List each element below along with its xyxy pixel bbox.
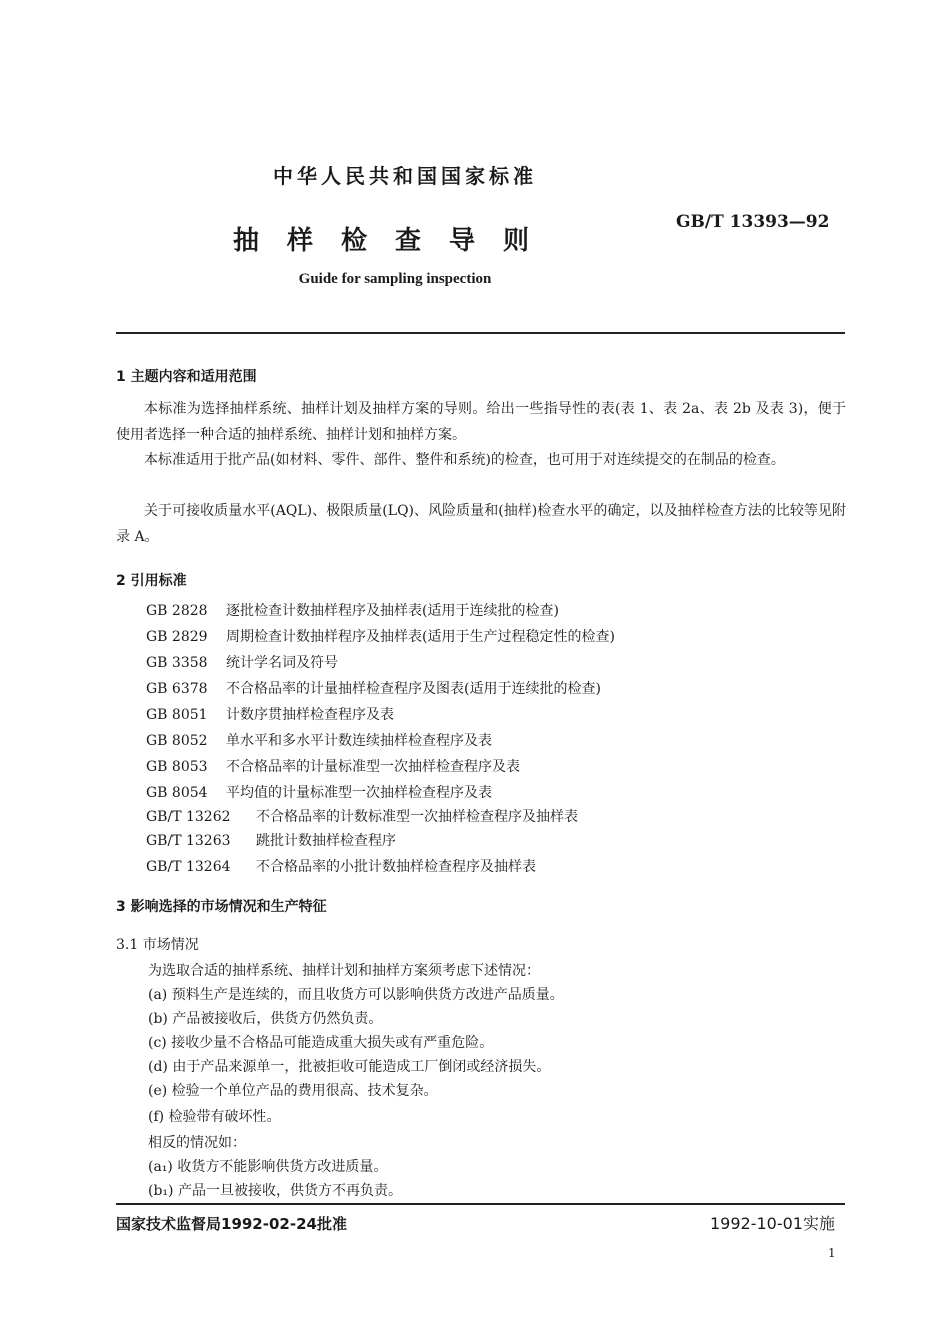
section-1-paragraph-2: 本标准适用于批产品(如材料、零件、部件、整件和系统)的检查，也可用于对连续提交的在制品的检查。 [144,452,785,468]
reference-code: GB/T 13264 [146,859,231,875]
reference-item [146,782,492,802]
reference-title: 周期检查计数抽样程序及抽样表(适用于生产过程稳定性的检查) [226,629,615,645]
list-item: (f) 检验带有破坏性。 [148,1109,281,1125]
list-item: (a) 预料生产是连续的，而且收货方可以影响供货方改进产品质量。 [148,987,564,1003]
standard-number: GB/T 13393—92 [676,212,830,232]
reference-code: GB 8054 [146,785,208,801]
reference-item [146,830,396,850]
reference-title: 不合格品率的计量抽样检查程序及图表(适用于连续批的检查) [226,681,601,697]
reference-item [146,806,578,826]
contrary-intro: 相反的情况如： [148,1135,246,1151]
reference-title: 不合格品率的计量标准型一次抽样检查程序及表 [226,759,520,775]
reference-code: GB 6378 [146,681,208,697]
reference-title: 统计学名词及符号 [226,655,338,671]
subsection-3-1-heading: 3.1 市场情况 [116,937,199,953]
section-2-heading: 2 引用标准 [116,573,187,589]
footer-divider [116,1203,845,1205]
reference-code: GB 2828 [146,603,208,619]
reference-item [146,600,559,620]
list-item: (a₁) 收货方不能影响供货方改进质量。 [148,1159,388,1175]
reference-title: 计数序贯抽样检查程序及表 [226,707,394,723]
reference-item [146,652,338,672]
header-divider [116,332,845,334]
list-item: (d) 由于产品来源单一，批被拒收可能造成工厂倒闭或经济损失。 [148,1059,551,1075]
reference-code: GB/T 13262 [146,809,231,825]
reference-code: GB 8053 [146,759,208,775]
subsection-intro: 为选取合适的抽样系统、抽样计划和抽样方案须考虑下述情况： [148,963,540,979]
section-1-paragraph-1: 本标准为选择抽样系统、抽样计划及抽样方案的导则。给出一些指导性的表(表 1、表 2a、表 2b 及表 3)，便于使用者选择一种合适的抽样系统、抽样计划和抽样方案。 [116,401,846,443]
approval-note: 国家技术监督局1992-02-24批准 [116,1215,347,1233]
section-3-heading: 3 影响选择的市场情况和生产特征 [116,899,327,915]
list-item: (b) 产品被接收后，供货方仍然负责。 [148,1011,383,1027]
effective-date: 1992-10-01实施 [710,1214,835,1233]
reference-title: 平均值的计量标准型一次抽样检查程序及表 [226,785,492,801]
list-item: (b₁) 产品一旦被接收，供货方不再负责。 [148,1183,402,1199]
section-1-heading: 1 主题内容和适用范围 [116,369,257,385]
reference-item [146,704,394,724]
reference-title: 不合格品率的小批计数抽样检查程序及抽样表 [256,859,536,875]
reference-item [146,626,615,646]
section-1-paragraph-3: 关于可接收质量水平(AQL)、极限质量(LQ)、风险质量和(抽样)检查水平的确定，以及抽样检查方法的比较等见附录 A。 [116,503,846,545]
national-standard-title: 中华人民共和国国家标准 [273,164,537,188]
reference-item [146,756,520,776]
reference-title: 单水平和多水平计数连续抽样检查程序及表 [226,733,492,749]
document-title: 抽样检查导则 [232,226,557,256]
english-title: Guide for sampling inspection [298,271,492,287]
reference-code: GB 3358 [146,655,208,671]
page-number: 1 [828,1246,836,1260]
reference-item [146,730,492,750]
list-item: (c) 接收少量不合格品可能造成重大损失或有严重危险。 [148,1035,494,1051]
reference-code: GB 8051 [146,707,208,723]
reference-item [146,856,536,876]
reference-item [146,678,601,698]
reference-title: 逐批检查计数抽样程序及抽样表(适用于连续批的检查) [226,603,559,619]
reference-title: 跳批计数抽样检查程序 [256,833,396,849]
reference-code: GB 8052 [146,733,208,749]
list-item: (e) 检验一个单位产品的费用很高、技术复杂。 [148,1083,438,1099]
reference-title: 不合格品率的计数标准型一次抽样检查程序及抽样表 [256,809,578,825]
reference-code: GB/T 13263 [146,833,231,849]
reference-code: GB 2829 [146,629,208,645]
